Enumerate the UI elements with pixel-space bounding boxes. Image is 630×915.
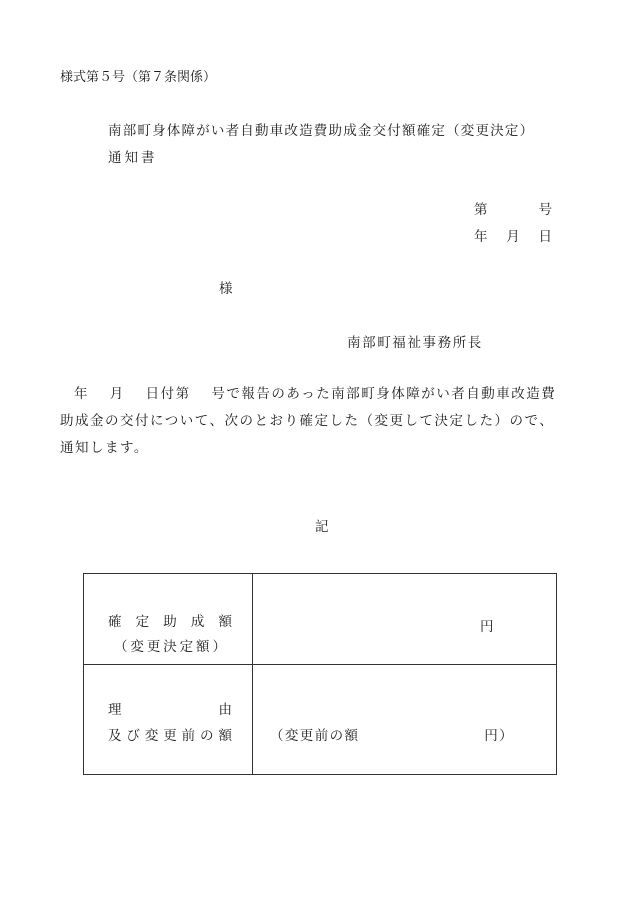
label-char: 定: [135, 614, 150, 630]
label-char: 更: [146, 639, 161, 655]
notice-body-line: 年 月 日付第 号で報告のあった南部町身体障がい者自動車改造費: [74, 386, 557, 402]
document-number-prefix: 第: [474, 202, 488, 218]
label-char: （: [114, 639, 128, 655]
label-char: 前: [181, 728, 196, 744]
date-month: 月: [506, 229, 520, 245]
confirmed-amount-unit: 円: [480, 619, 494, 635]
label-char: 定: [179, 639, 194, 655]
label-char: 及: [108, 728, 122, 744]
notice-body-line: 助成金の交付について、次のとおり確定した（変更して決定した）ので、: [60, 413, 555, 429]
date-day: 日: [538, 229, 552, 245]
label-char: 額: [196, 639, 210, 655]
label-char: 助: [163, 614, 177, 630]
label-char: 更: [163, 728, 177, 744]
label-char: 決: [163, 639, 177, 655]
confirmed-amount-label: [108, 610, 232, 630]
document-title-continued: 通知書: [108, 150, 158, 166]
notice-body-line: 通知します。: [60, 440, 149, 456]
issuer: 南部町福祉事務所長: [347, 335, 483, 351]
label-char: 額: [218, 614, 232, 630]
label-char: 理: [108, 702, 122, 718]
changed-decision-amount-label: [114, 635, 226, 655]
label-char: 額: [218, 728, 232, 744]
form-number: 様式第５号（第７条関係）: [60, 70, 217, 85]
label-char: び: [126, 728, 140, 744]
ki-heading: 記: [315, 519, 329, 535]
label-char: 成: [190, 614, 205, 630]
notice-body: [60, 381, 580, 462]
date-year: 年: [474, 229, 488, 245]
document-number-suffix: 号: [538, 202, 552, 218]
reason-label: [108, 698, 232, 718]
table-divider-vertical: [252, 574, 253, 774]
previous-amount-value: [270, 724, 514, 744]
table-divider-horizontal: [84, 664, 556, 665]
previous-amount-suffix: 円）: [484, 728, 514, 744]
label-char: ）: [212, 639, 226, 655]
document-title: 南部町身体障がい者自動車改造費助成金交付額確定（変更決定）: [108, 123, 535, 139]
label-char: 由: [218, 702, 232, 718]
addressee: 様: [219, 281, 233, 297]
amount-table: [83, 573, 557, 775]
previous-amount-prefix: （変更前の額: [270, 728, 360, 744]
label-char: 確: [108, 614, 122, 630]
previous-amount-label: [108, 724, 232, 744]
label-char: 変: [144, 728, 159, 744]
document-date: [474, 225, 552, 245]
label-char: 変: [130, 639, 144, 655]
document-number: [474, 198, 552, 218]
label-char: の: [200, 728, 214, 744]
